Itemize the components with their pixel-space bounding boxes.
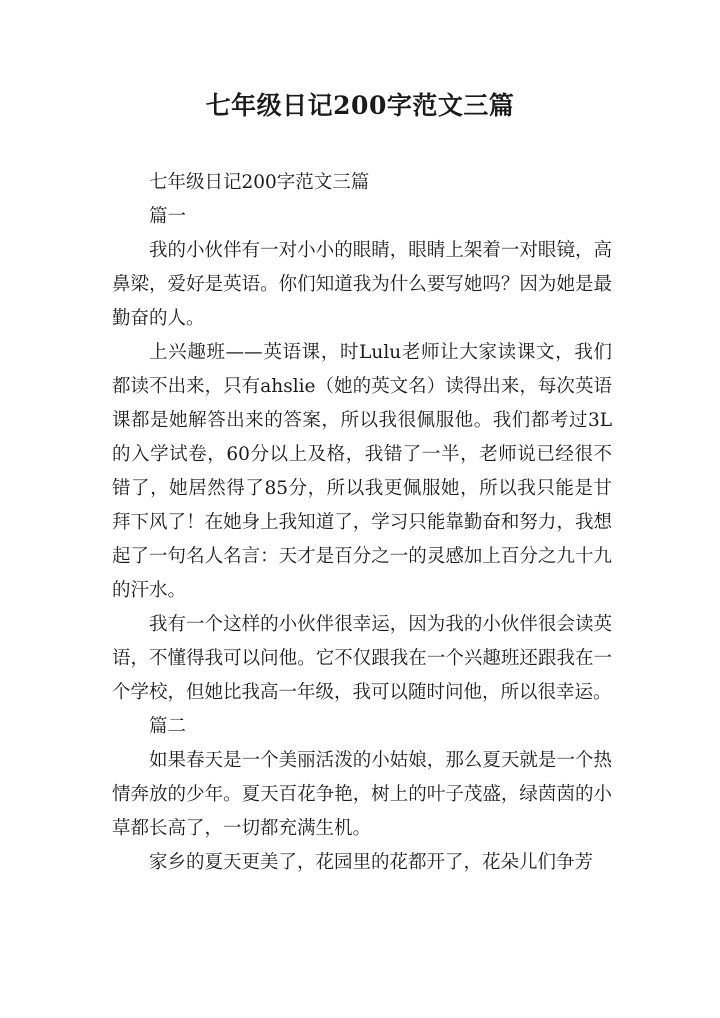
section-heading-2: 篇二	[149, 716, 187, 737]
document-body	[112, 166, 612, 880]
paragraph: 我的小伙伴有一对小小的眼睛，眼睛上架着一对眼镜，高鼻梁，爱好是英语。你们知道我为什么要写她吗？因为她是最勤奋的人。	[112, 240, 612, 329]
paragraph: 我有一个这样的小伙伴很幸运，因为我的小伙伴很会读英语，不懂得我可以问他。它不仅跟我在一个兴趣班还跟我在一个学校，但她比我高一年级，我可以随时问他，所以很幸运。	[112, 614, 612, 703]
paragraph: 如果春天是一个美丽活泼的小姑娘，那么夏天就是一个热情奔放的少年。夏天百花争艳，树上的叶子茂盛，绿茵茵的小草都长高了，一切都充满生机。	[112, 750, 612, 839]
body-subtitle: 七年级日记200字范文三篇	[149, 172, 370, 193]
document-title: 七年级日记200字范文三篇	[205, 91, 515, 120]
paragraph: 家乡的夏天更美了，花园里的花都开了，花朵儿们争芳	[149, 852, 594, 873]
section-heading-1: 篇一	[149, 206, 187, 227]
paragraph: 上兴趣班——英语课，时Lulu老师让大家读课文，我们都读不出来，只有ahslie（她的英文名）读得出来，每次英语课都是她解答出来的答案，所以我很佩服他。我们都考过3L的入学试卷，60分以上及格，我错了一半，老师说已经很不错了，她居然得了85分，所以我更佩服她，所以我只能是甘拜下风了！在她身上我知道了，学习只能靠勤奋和努力，我想起了一句名人名言：天才是百分之一的灵感加上百分之九十九的汗水。	[112, 342, 612, 601]
